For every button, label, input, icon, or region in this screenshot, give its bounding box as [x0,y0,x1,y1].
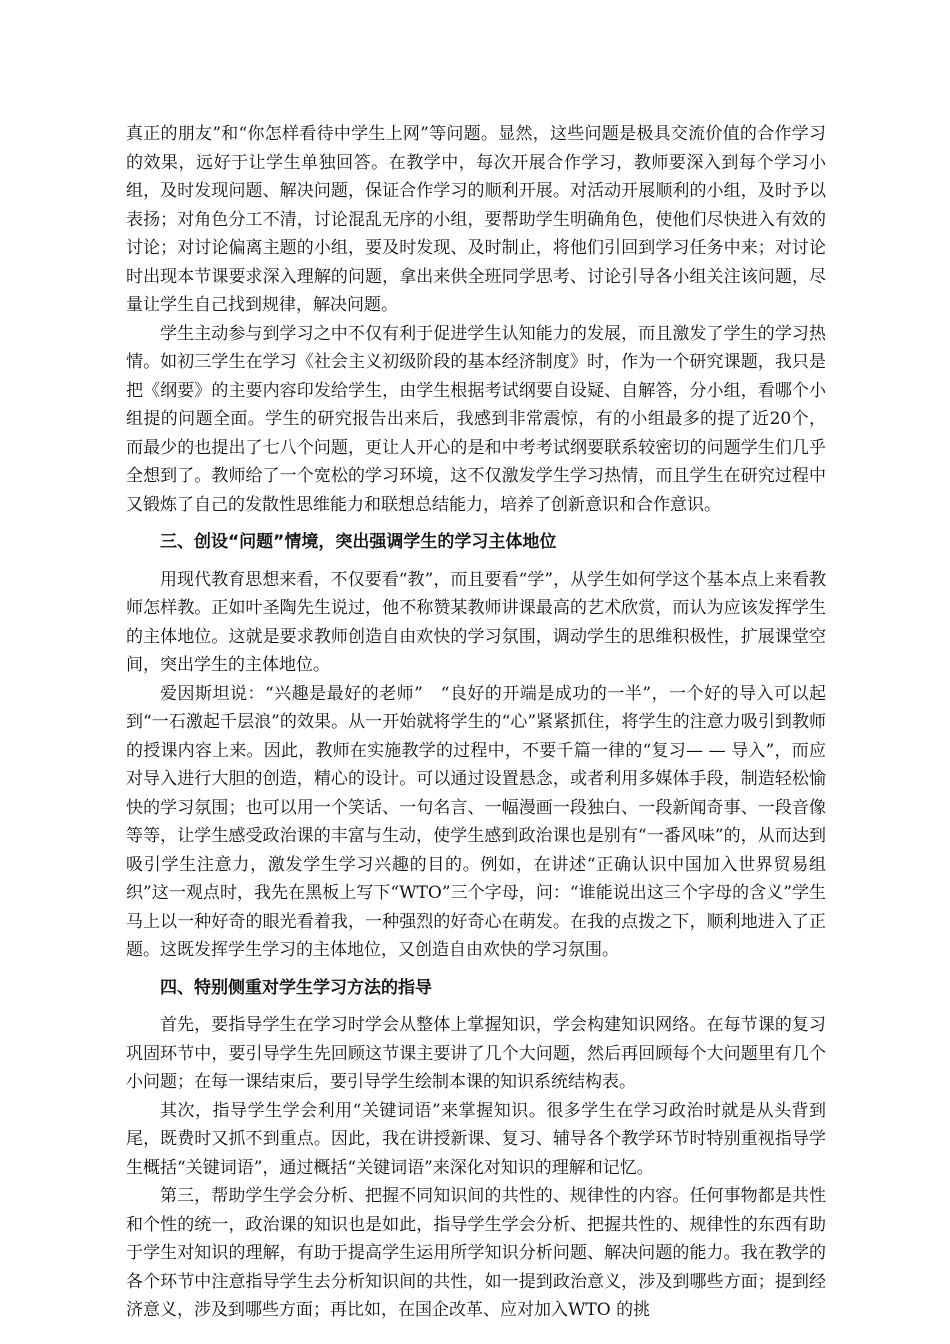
section-heading-3: 三、创设“问题”情境，突出强调学生的学习主体地位 [160,532,557,552]
section-heading-4: 四、特别侧重对学生学习方法的指导 [160,977,432,998]
paragraph-third-method: 第三，帮助学生学会分析、把握不同知识间的共性的、规律性的内容。任何事物都是共性和个性的统一，政治课的知识也是如此，指导学生学会分析、把握共性的、规律性的东西有助于学生对知识的理解，有助于提高学生运用所学知识分析问题、解决问题的能力。我在教学的各个环节中注意指导学生去分析知识间的共性，如一提到政治意义，涉及到哪些方面；提到经济意义，涉及到哪些方面；再比如，在国企改革、应对加入WTO 的挑 [126,1186,826,1320]
document-page [126,120,826,1325]
paragraph-cooperative-learning: 真正的朋友”和“你怎样看待中学生上网”等问题。显然，这些问题是极具交流价值的合作学习的效果，远好于让学生单独回答。在教学中，每次开展合作学习，教师要深入到每个学习小组，及时发现问题、解决问题，保证合作学习的顺利开展。对活动开展顺利的小组，及时予以表扬；对角色分工不清，讨论混乱无序的小组，要帮助学生明确角色，使他们尽快进入有效的讨论；对讨论偏离主题的小组，要及时发现、及时制止，将他们引回到学习任务中来；对讨论时出现本节课要求深入理解的问题，拿出来供全班同学思考、讨论引导各小组关注该问题，尽量让学生自己找到规律，解决问题。 [126,124,826,315]
paragraph-einstein-interest: 爱因斯坦说：“兴趣是最好的老师” “良好的开端是成功的一半”，一个好的导入可以起到“一石激起千层浪”的效果。从一开始就将学生的“心”紧紧抓住，将学生的注意力吸引到教师的授课内容上来。因此，教师在实施教学的过程中，不要千篇一律的“复习— — 导入”，而应对导入进行大胆的创造，精心的设计。可以通过设置悬念，或者利用多媒体手段，制造轻松愉快的学习氛围；也可以用一个笑话、一句名言、一幅漫画一段独白、一段新闻奇事、一段音像等等，让学生感受政治课的丰富与生动，使学生感到政治课也是别有“一番风味”的，从而达到吸引学生注意力，激发学生学习兴趣的目的。例如，在讲述“正确认识中国加入世界贸易组织”这一观点时，我先在黑板上写下“WTO”三个字母，问：“谁能说出这三个字母的含义”学生马上以一种好奇的眼光看着我，一种强烈的好奇心在萌发。在我的点拨之下，顺利地进入了正题。这既发挥学生学习的主体地位，又创造自由欢快的学习氛围。 [126,683,826,960]
paragraph-student-participation: 学生主动参与到学习之中不仅有利于促进学生认知能力的发展，而且激发了学生的学习热情。如初三学生在学习《社会主义初级阶段的基本经济制度》时，作为一个研究课题，我只是把《纲要》的主要内容印发给学生，由学生根据考试纲要自设疑、自解答，分小组，看哪个小组提的问题全面。学生的研究报告出来后，我感到非常震惊，有的小组最多的提了近20个，而最少的也提出了七八个问题，更让人开心的是和中考考试纲要联系较密切的问题学生们几乎全想到了。教师给了一个宽松的学习环境，这不仅激发学生学习热情，而且学生在研究过程中又锻炼了自己的发散性思维能力和联想总结能力，培养了创新意识和合作意识。 [126,323,826,515]
paragraph-second-method: 其次，指导学生学会利用“关键词语”来掌握知识。很多学生在学习政治时就是从头背到尾，既费时又抓不到重点。因此，我在讲授新课、复习、辅导各个教学环节时特别重视指导学生概括“关键词语”，通过概括“关键词语”来深化对知识的理解和记忆。 [126,1100,826,1178]
paragraph-modern-education: 用现代教育思想来看，不仅要看“教”，而且要看“学”，从学生如何学这个基本点上来看教师怎样教。正如叶圣陶先生说过，他不称赞某教师讲课最高的艺术欣赏，而认为应该发挥学生的主体地位。这就是要求教师创造自由欢快的学习氛围，调动学生的思维积极性，扩展课堂空间，突出学生的主体地位。 [126,569,826,675]
paragraph-first-method: 首先，要指导学生在学习时学会从整体上掌握知识，学会构建知识网络。在每节课的复习巩固环节中，要引导学生先回顾这节课主要讲了几个大问题，然后再回顾每个大问题里有几个小问题；在每一课结束后，要引导学生绘制本课的知识系统结构表。 [126,1015,826,1092]
